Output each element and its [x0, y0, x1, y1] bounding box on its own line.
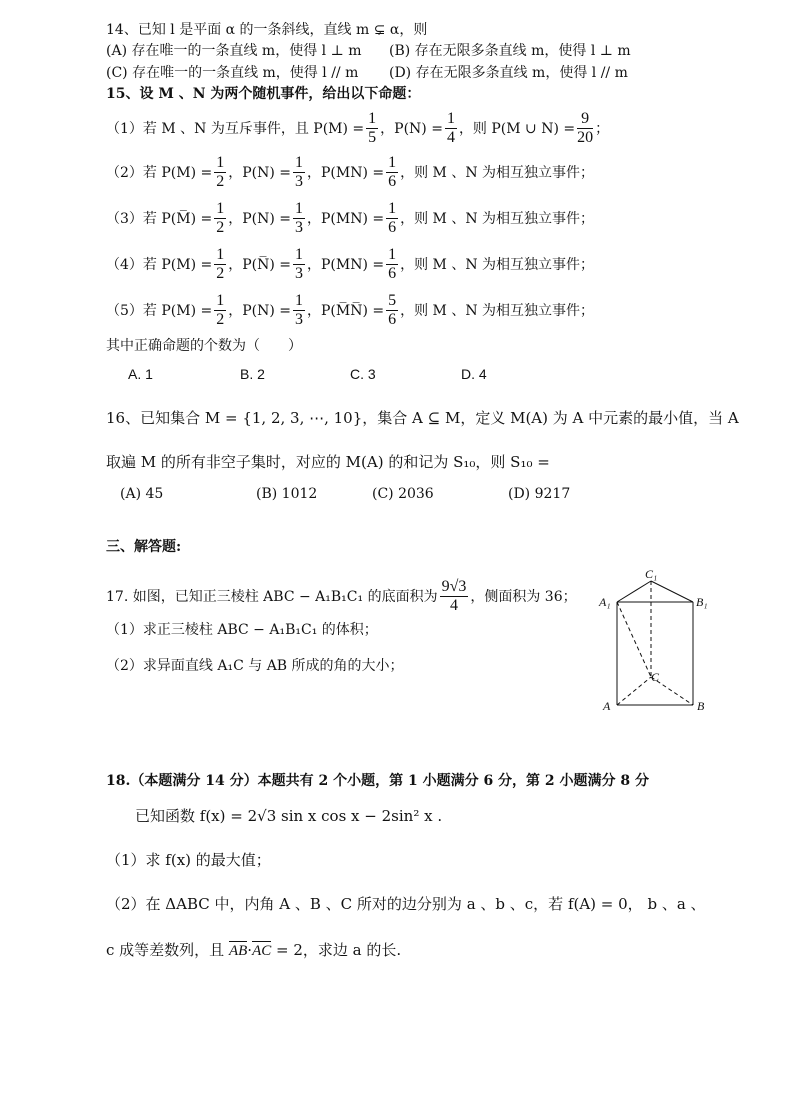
q18-heading: 18.（本题满分 14 分）本题共有 2 个小题，第 1 小题满分 6 分，第 2 小题满分 8 分 — [106, 773, 650, 789]
q16-option-d: (D) 9217 — [508, 486, 571, 502]
prop5-text: （5）若 P(M) = — [106, 302, 213, 319]
q14-stem: 14、已知 l 是平面 α 的一条斜线，直线 m ⊊ α，则 — [106, 22, 428, 38]
prop5-text: ，P(N) = — [228, 302, 291, 319]
q17-stem — [106, 578, 577, 615]
section-heading: 三、解答题: — [106, 539, 182, 555]
fraction: $\frac{1}{3}$ — [295, 154, 303, 190]
fraction: $\frac{1}{4}$ — [446, 110, 455, 146]
q15-option-a: A. 1 — [128, 366, 153, 382]
q15-stem: 15、设 M 、N 为两个随机事件，给出以下命题： — [106, 86, 421, 102]
fraction: $\frac{1}{3}$ — [295, 246, 303, 282]
q16-option-c: (C) 2036 — [372, 486, 434, 502]
prop2-text: ，P(N) = — [228, 164, 291, 181]
edge-a1-c1 — [617, 581, 651, 602]
q16-option-b: (B) 1012 — [256, 486, 318, 502]
label-c: C — [651, 670, 660, 684]
prop1-text: ； — [595, 120, 610, 137]
fraction: $\frac{9}{20}$ — [577, 110, 594, 146]
prop4-text: （4）若 P(M) = — [106, 256, 213, 273]
fraction: $\frac{1}{2}$ — [216, 200, 225, 236]
prop3-text: ，P(N) = — [228, 210, 291, 227]
q18-subquestion-2: （2）在 ΔABC 中，内角 A 、B 、C 所对的边分别为 a 、b 、c，若 f(A) = 0， b 、a 、 — [106, 895, 706, 913]
prop3-text: （3）若 P(M̅) = — [106, 210, 213, 227]
q16-option-a: (A) 45 — [120, 486, 164, 502]
prop4-text: ，P(MN) = — [307, 256, 385, 273]
q15-proposition-2 — [106, 154, 594, 191]
label-c1: C₁ — [645, 567, 658, 581]
q15-question: 其中正确命题的个数为（ ） — [106, 338, 302, 354]
prop4-text: ，P(N̅) = — [228, 256, 291, 273]
prop5-text: ，则 M 、N 为相互独立事件； — [400, 302, 595, 319]
fraction: $\frac{1}{6}$ — [388, 200, 397, 236]
label-a1: A₁ — [599, 595, 611, 609]
q17-subquestion-2: （2）求异面直线 A₁C 与 AB 所成的角的大小； — [106, 658, 404, 674]
q18-function: 已知函数 f(x) = 2√3 sin x cos x − 2sin² x . — [135, 807, 443, 825]
fraction: $\frac{1}{6}$ — [388, 246, 397, 282]
fraction: $\frac{1}{5}$ — [368, 110, 377, 146]
q18-subquestion-2-cont — [106, 940, 401, 961]
q15-option-c: C. 3 — [350, 366, 376, 382]
q17-text: ，侧面积为 36； — [470, 588, 577, 605]
q15-proposition-3 — [106, 200, 594, 237]
vector-ac: AC — [252, 943, 272, 959]
q14-option-a: (A) 存在唯一的一条直线 m，使得 l ⊥ m — [106, 43, 362, 59]
prop1-text: （1）若 M 、N 为互斥事件，且 P(M) = — [106, 120, 365, 137]
q18-text: c 成等差数列，且 — [106, 941, 225, 959]
prop2-text: ，则 M 、N 为相互独立事件； — [400, 164, 595, 181]
q15-option-d: D. 4 — [461, 366, 487, 382]
q17-subquestion-1: （1）求正三棱柱 ABC − A₁B₁C₁ 的体积； — [106, 622, 378, 638]
q14-option-d: (D) 存在无限多条直线 m，使得 l // m — [389, 65, 628, 81]
fraction: $\frac{1}{2}$ — [216, 154, 225, 190]
prop2-text: （2）若 P(M) = — [106, 164, 213, 181]
fraction: $\frac{1}{2}$ — [216, 246, 225, 282]
edge-a1-c — [617, 602, 651, 677]
q16-line-2: 取遍 M 的所有非空子集时，对应的 M(A) 的和记为 S₁₀，则 S₁₀ = — [106, 453, 550, 471]
q18-subquestion-1: （1）求 f(x) 的最大值； — [106, 851, 271, 869]
edge-a-c — [617, 677, 651, 705]
prop3-text: ，则 M 、N 为相互独立事件； — [400, 210, 595, 227]
q15-option-b: B. 2 — [240, 366, 265, 382]
prop3-text: ，P(MN) = — [307, 210, 385, 227]
label-b: B — [697, 699, 705, 713]
dot-operator: · — [247, 941, 253, 959]
prop2-text: ，P(MN) = — [307, 164, 385, 181]
fraction: $\frac{9√3}{4}$ — [441, 578, 467, 614]
fraction: $\frac{1}{3}$ — [295, 292, 303, 328]
vector-ab: AB — [228, 943, 248, 959]
fraction: $\frac{5}{6}$ — [388, 292, 397, 328]
q15-proposition-5 — [106, 292, 594, 329]
prop4-text: ，则 M 、N 为相互独立事件； — [400, 256, 595, 273]
q14-option-b: (B) 存在无限多条直线 m，使得 l ⊥ m — [389, 43, 631, 59]
q14-option-c: (C) 存在唯一的一条直线 m，使得 l // m — [106, 65, 359, 81]
fraction: $\frac{1}{3}$ — [295, 200, 303, 236]
q17-text: 17. 如图，已知正三棱柱 ABC − A₁B₁C₁ 的底面积为 — [106, 588, 438, 605]
prop1-text: ，P(N) = — [380, 120, 443, 137]
q15-proposition-4 — [106, 246, 594, 283]
q16-line-1: 16、已知集合 M = {1, 2, 3, ⋯, 10}，集合 A ⊆ M，定义 M(A) 为 A 中元素的最小值，当 A — [106, 409, 739, 427]
q15-proposition-1 — [106, 110, 609, 147]
prism-figure — [595, 565, 720, 715]
q18-text: = 2，求边 a 的长. — [276, 941, 402, 959]
label-b1: B₁ — [696, 595, 708, 609]
prop1-text: ，则 P(M ∪ N) = — [458, 120, 576, 137]
fraction: $\frac{1}{2}$ — [216, 292, 225, 328]
prop5-text: ，P(M̅N̅) = — [307, 302, 385, 319]
edge-c1-b1 — [651, 581, 693, 602]
label-a: A — [603, 699, 611, 713]
fraction: $\frac{1}{6}$ — [388, 154, 397, 190]
